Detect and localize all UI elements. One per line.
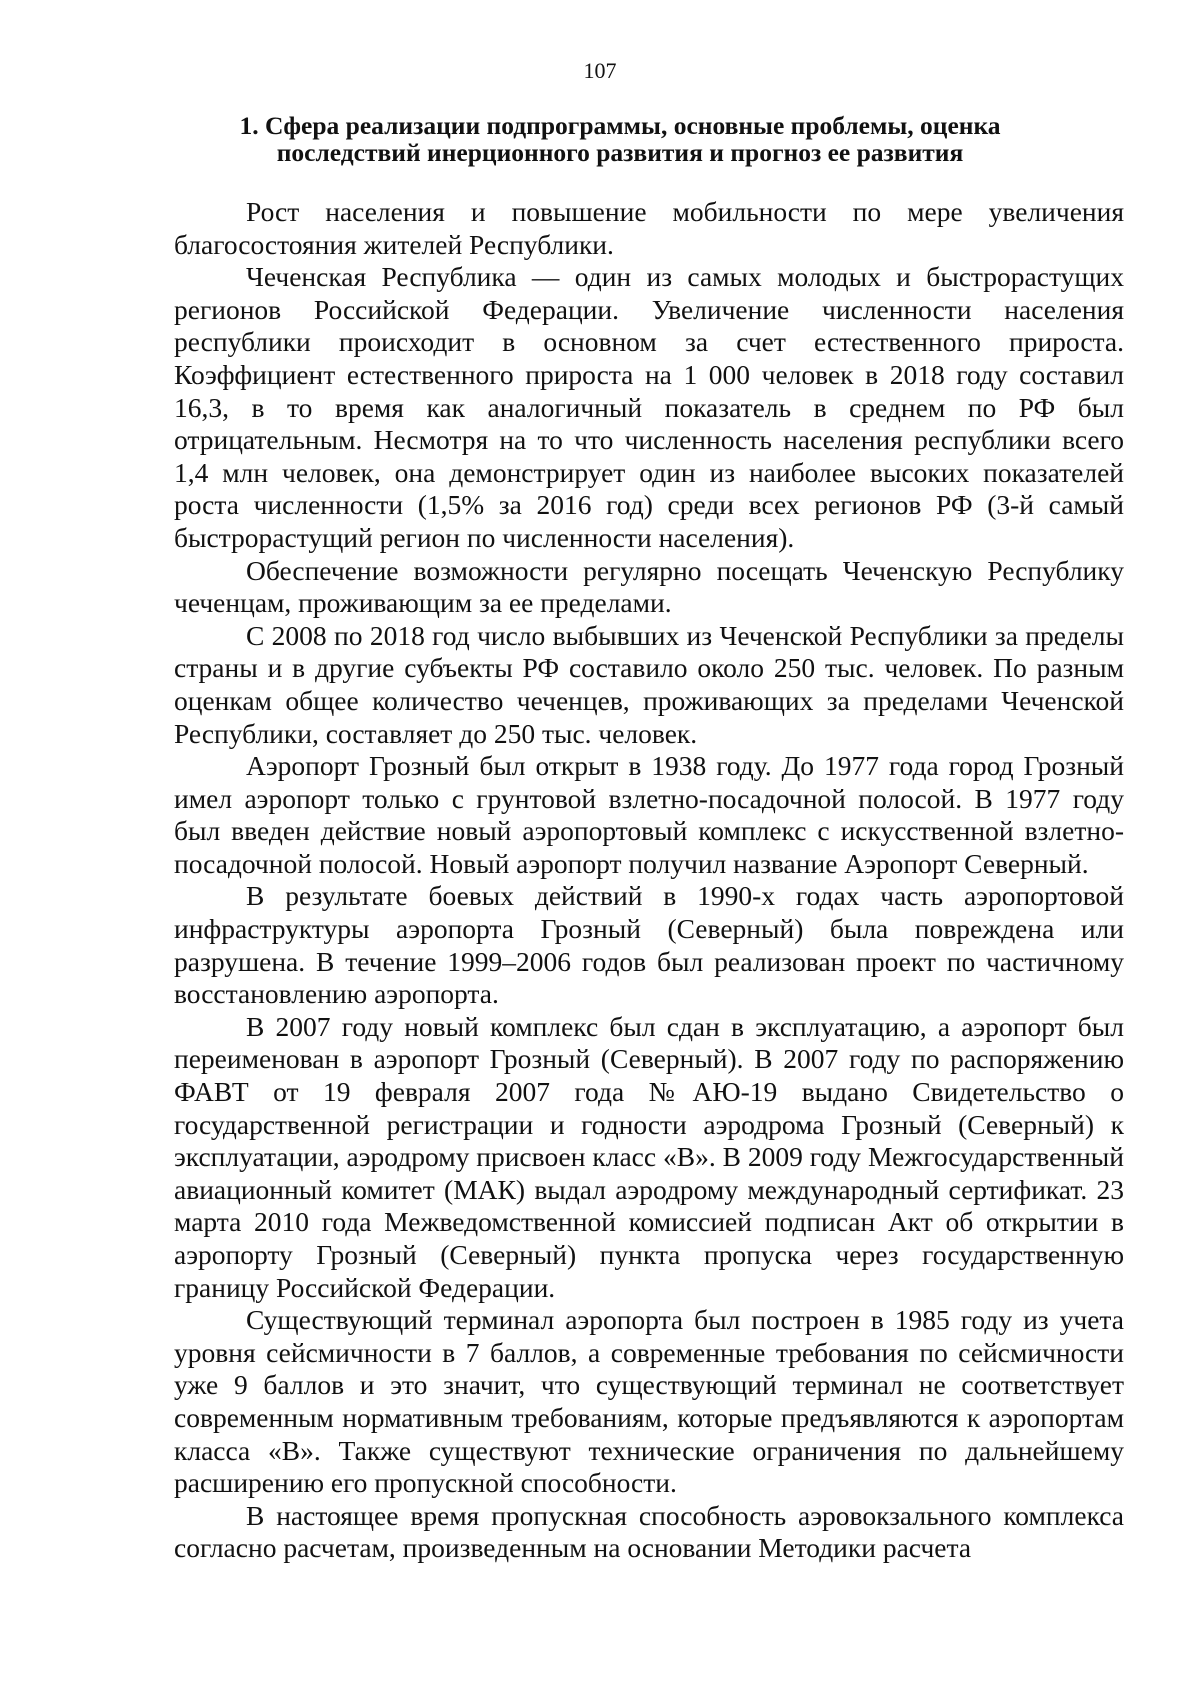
paragraph-terminal-capacity: В настоящее время пропускная способность аэровокзального комплекса согласно расчетам, произведенным на основании Методики расчета <box>174 1499 1124 1564</box>
section-heading <box>160 112 1080 166</box>
body-text <box>174 196 1124 1565</box>
paragraph-population-growth: Рост населения и повышение мобильности по мере увеличения благосостояния жителей Республики. <box>174 196 1124 260</box>
paragraph-terminal-seismic: Существующий терминал аэропорта был построен в 1985 году из учета уровня сейсмичности в 7 баллов, а современные требования по сейсмичности уже 9 баллов и это значит, что существующий терминал не соответствует современным нормативным требованиям, которые предъявляются к аэропортам класса «В». Также существуют технические ограничения по дальнейшему расширению его пропускной способности. <box>174 1304 1124 1499</box>
paragraph-airport-history: Аэропорт Грозный был открыт в 1938 году. До 1977 года город Грозный имел аэропорт только с грунтовой взлетно-посадочной полосой. В 1977 году был введен действие новый аэропортовый комплекс с искусственной взлетно-посадочной полосой. Новый аэропорт получил название Аэропорт Северный. <box>174 750 1124 879</box>
paragraph-chechen-republic-demographics: Чеченская Республика — один из самых молодых и быстрорастущих регионов Российской Федерации. Увеличение численности населения республики происходит в основном за счет естественного прироста. Коэффициент естественного прироста на 1 000 человек в 2018 году составил 16,3, в то время как аналогичный показатель в среднем по РФ был отрицательным. Несмотря на то что численность населения республики всего 1,4 млн человек, она демонстрирует один из наиболее высоких показателей роста численности (1,5% за 2016 год) среди всех регионов РФ (3-й самый быстрорастущий регион по численности населения). <box>174 261 1124 553</box>
paragraph-diaspora-visits: Обеспечение возможности регулярно посещать Чеченскую Республику чеченцам, проживающим за ее пределами. <box>174 554 1124 619</box>
paragraph-war-damage: В результате боевых действий в 1990-х годах часть аэропортовой инфраструктуры аэропорта Грозный (Северный) была повреждена или разрушена. В течение 1999–2006 годов был реализован проект по частичному восстановлению аэропорта. <box>174 880 1124 1010</box>
paragraph-airport-certification: В 2007 году новый комплекс был сдан в эксплуатацию, а аэропорт был переименован в аэропорт Грозный (Северный). В 2007 году по распоряжению ФАВТ от 19 февраля 2007 года №АЮ-19 выдано Свидетельство о государственной регистрации и годности аэродрома Грозный (Северный) к эксплуатации, аэродрому присвоен класс «В». В 2009 году Межгосударственный авиационный комитет (МАК) выдал аэродрому международный сертификат. 23 марта 2010 года Межведомственной комиссией подписан Акт об открытии в аэропорту Грозный (Северный) пункта пропуска через государственную границу Российской Федерации. <box>174 1010 1124 1303</box>
section-heading-line-2: последствий инерционного развития и прогноз ее развития <box>276 138 964 167</box>
page-number: 107 <box>583 58 617 83</box>
section-heading-line-1: 1. Сфера реализации подпрограммы, основные проблемы, оценка <box>239 111 1001 140</box>
paragraph-emigration-stats: С 2008 по 2018 год число выбывших из Чеченской Республики за пределы страны и в другие субъекты РФ составило около 250 тыс. человек. По разным оценкам общее количество чеченцев, проживающих за пределами Чеченской Республики, составляет до 250 тыс. человек. <box>174 619 1124 749</box>
